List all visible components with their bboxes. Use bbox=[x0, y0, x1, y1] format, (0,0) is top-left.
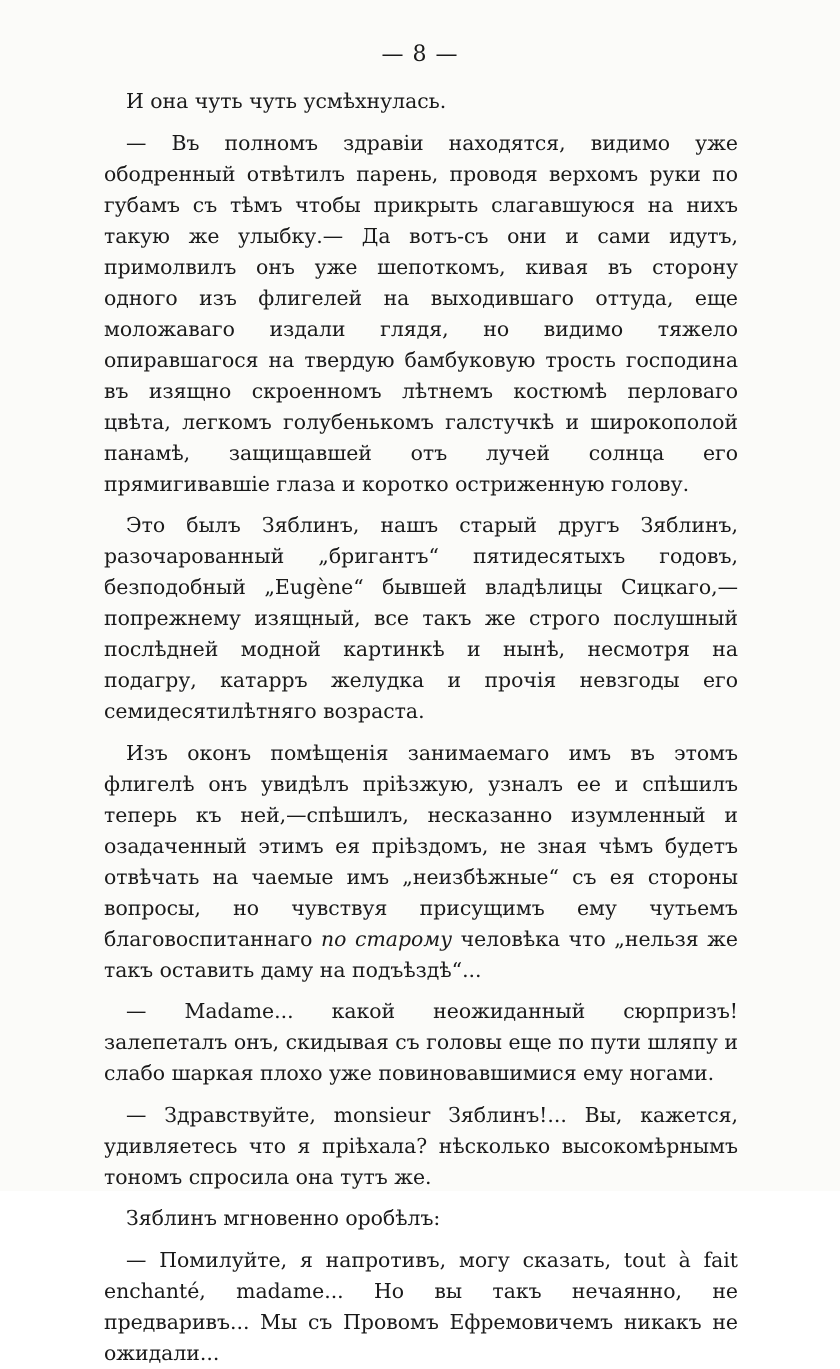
paragraph-4 bbox=[104, 738, 738, 986]
paragraph-1: И она чуть чуть усмѣхнулась. bbox=[126, 89, 447, 113]
paragraph-3: Это былъ Зяблинъ, нашъ старый другъ Зяблинъ, разочарованный „бригантъ“ пятидесятыхъ годовъ, безподобный „Eugène“ бывшей владѣлицы Сицкаго,—попрежнему изящный, все такъ же строго послушный послѣдней модной картинкѣ и нынѣ, несмотря на подагру, катарръ желудка и прочія невзгоды его семидесятилѣтняго возраста. bbox=[104, 513, 738, 723]
paragraph-8: — Помилуйте, я напротивъ, могу сказать, tout à fait enchanté, madame... Но вы такъ нечаянно, не предваривъ... Мы съ Провомъ Ефремовичемъ никакъ не ожидали... bbox=[104, 1247, 738, 1365]
paragraph-4-text-after: человѣка что „нельзя же такъ оставить даму на подъѣздѣ“... bbox=[104, 926, 738, 982]
paragraph-5: — Madame... какой неожиданный сюрпризъ! залепеталъ онъ, скидывая съ головы еще по пути шляпу и слабо шаркая плохо уже повиновавшимися ему ногами. bbox=[104, 999, 738, 1085]
paragraph-2: — Въ полномъ здравіи находятся, видимо уже ободренный отвѣтилъ парень, проводя верхомъ руки по губамъ съ тѣмъ чтобы прикрыть слагавшуюся на нихъ такую же улыбку.— Да вотъ-съ они и сами идутъ, примолвилъ онъ уже шепоткомъ, кивая въ сторону одного изъ флигелей на выходившаго оттуда, еще моложаваго издали глядя, но видимо тяжело опиравшагося на твердую бамбуковую трость господина въ изящно скроенномъ лѣтнемъ костюмѣ перловаго цвѣта, легкомъ голубенькомъ галстучкѣ и широкополой панамѣ, защищавшей отъ лучей солнца его прямигивавшіе глаза и коротко остриженную голову. bbox=[104, 130, 738, 496]
page-number: — 8 — bbox=[381, 42, 459, 67]
emphasis-po-staromu: по старому bbox=[321, 926, 453, 951]
body-text bbox=[104, 86, 738, 1369]
paragraph-6: — Здравствуйте, monsieur Зяблинъ!... Вы, кажется, удивляетесь что я пріѣхала? нѣсколько высокомѣрнымъ тономъ спросила она тутъ же. bbox=[104, 1102, 738, 1189]
paragraph-7: Зяблинъ мгновенно оробѣлъ: bbox=[126, 1206, 441, 1230]
paragraph-4-text-before: Изъ оконъ помѣщенія занимаемаго имъ въ этомъ флигелѣ онъ увидѣлъ пріѣзжую, узналъ ее и спѣшилъ теперь къ ней,—спѣшилъ, несказанно изумленный и озадаченный этимъ ея пріѣздомъ, не зная чѣмъ будетъ отвѣчать на чаемые имъ „неизбѣжные“ съ ея стороны вопросы, но чувствуя присущимъ ему чутьемъ благовоспитаннаго bbox=[104, 740, 738, 951]
